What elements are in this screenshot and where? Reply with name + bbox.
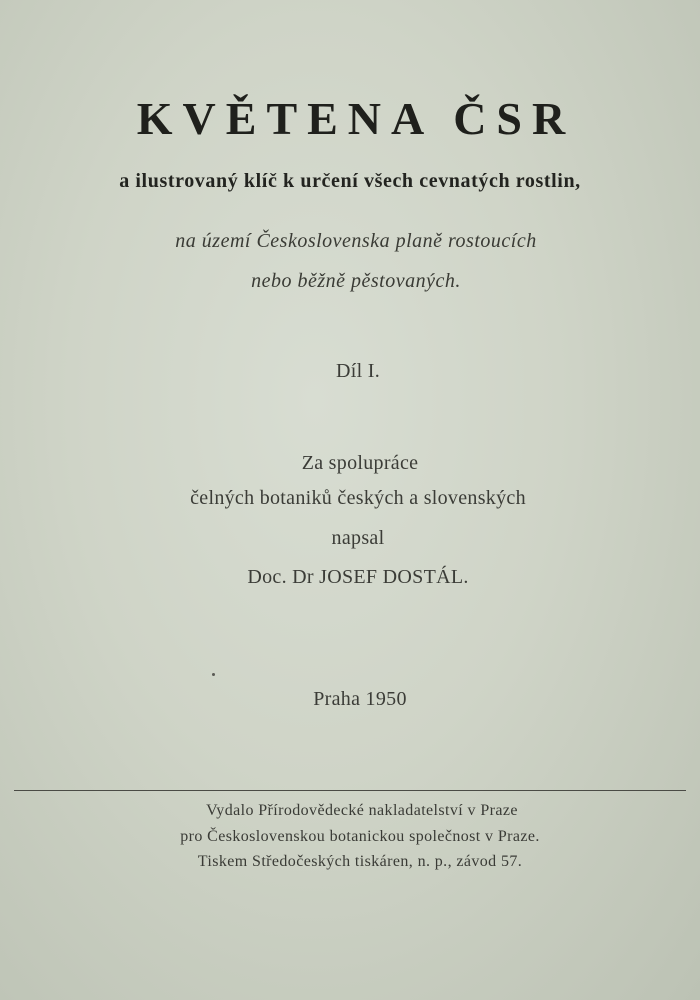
subtitle-italic-line-1: na území Československa planě rostoucích	[175, 230, 537, 252]
subtitle-italic-line-2: nebo běžně pěstovaných.	[251, 270, 461, 292]
imprint-line-2: pro Československou botanickou společnost v Praze.	[180, 828, 540, 845]
imprint-line-3: Tiskem Středočeských tiskáren, n. p., závod 57.	[197, 853, 523, 870]
book-title: KVĚTENA ČSR	[136, 93, 576, 144]
paper-speck	[212, 673, 215, 676]
credit-line-1: Za spolupráce	[301, 452, 419, 474]
divider-rule	[14, 790, 686, 791]
book-subtitle: a ilustrovaný klíč k určení všech cevnatých rostlin,	[119, 170, 581, 192]
place-year: Praha 1950	[313, 688, 407, 710]
imprint-line-1: Vydalo Přírodovědecké nakladatelství v Praze	[206, 802, 518, 819]
volume-label: Díl I.	[335, 360, 381, 382]
credit-line-3: napsal	[331, 527, 385, 549]
credit-line-2: čelných botaniků českých a slovenských	[190, 487, 526, 509]
author-name: Doc. Dr JOSEF DOSTÁL.	[247, 566, 469, 588]
